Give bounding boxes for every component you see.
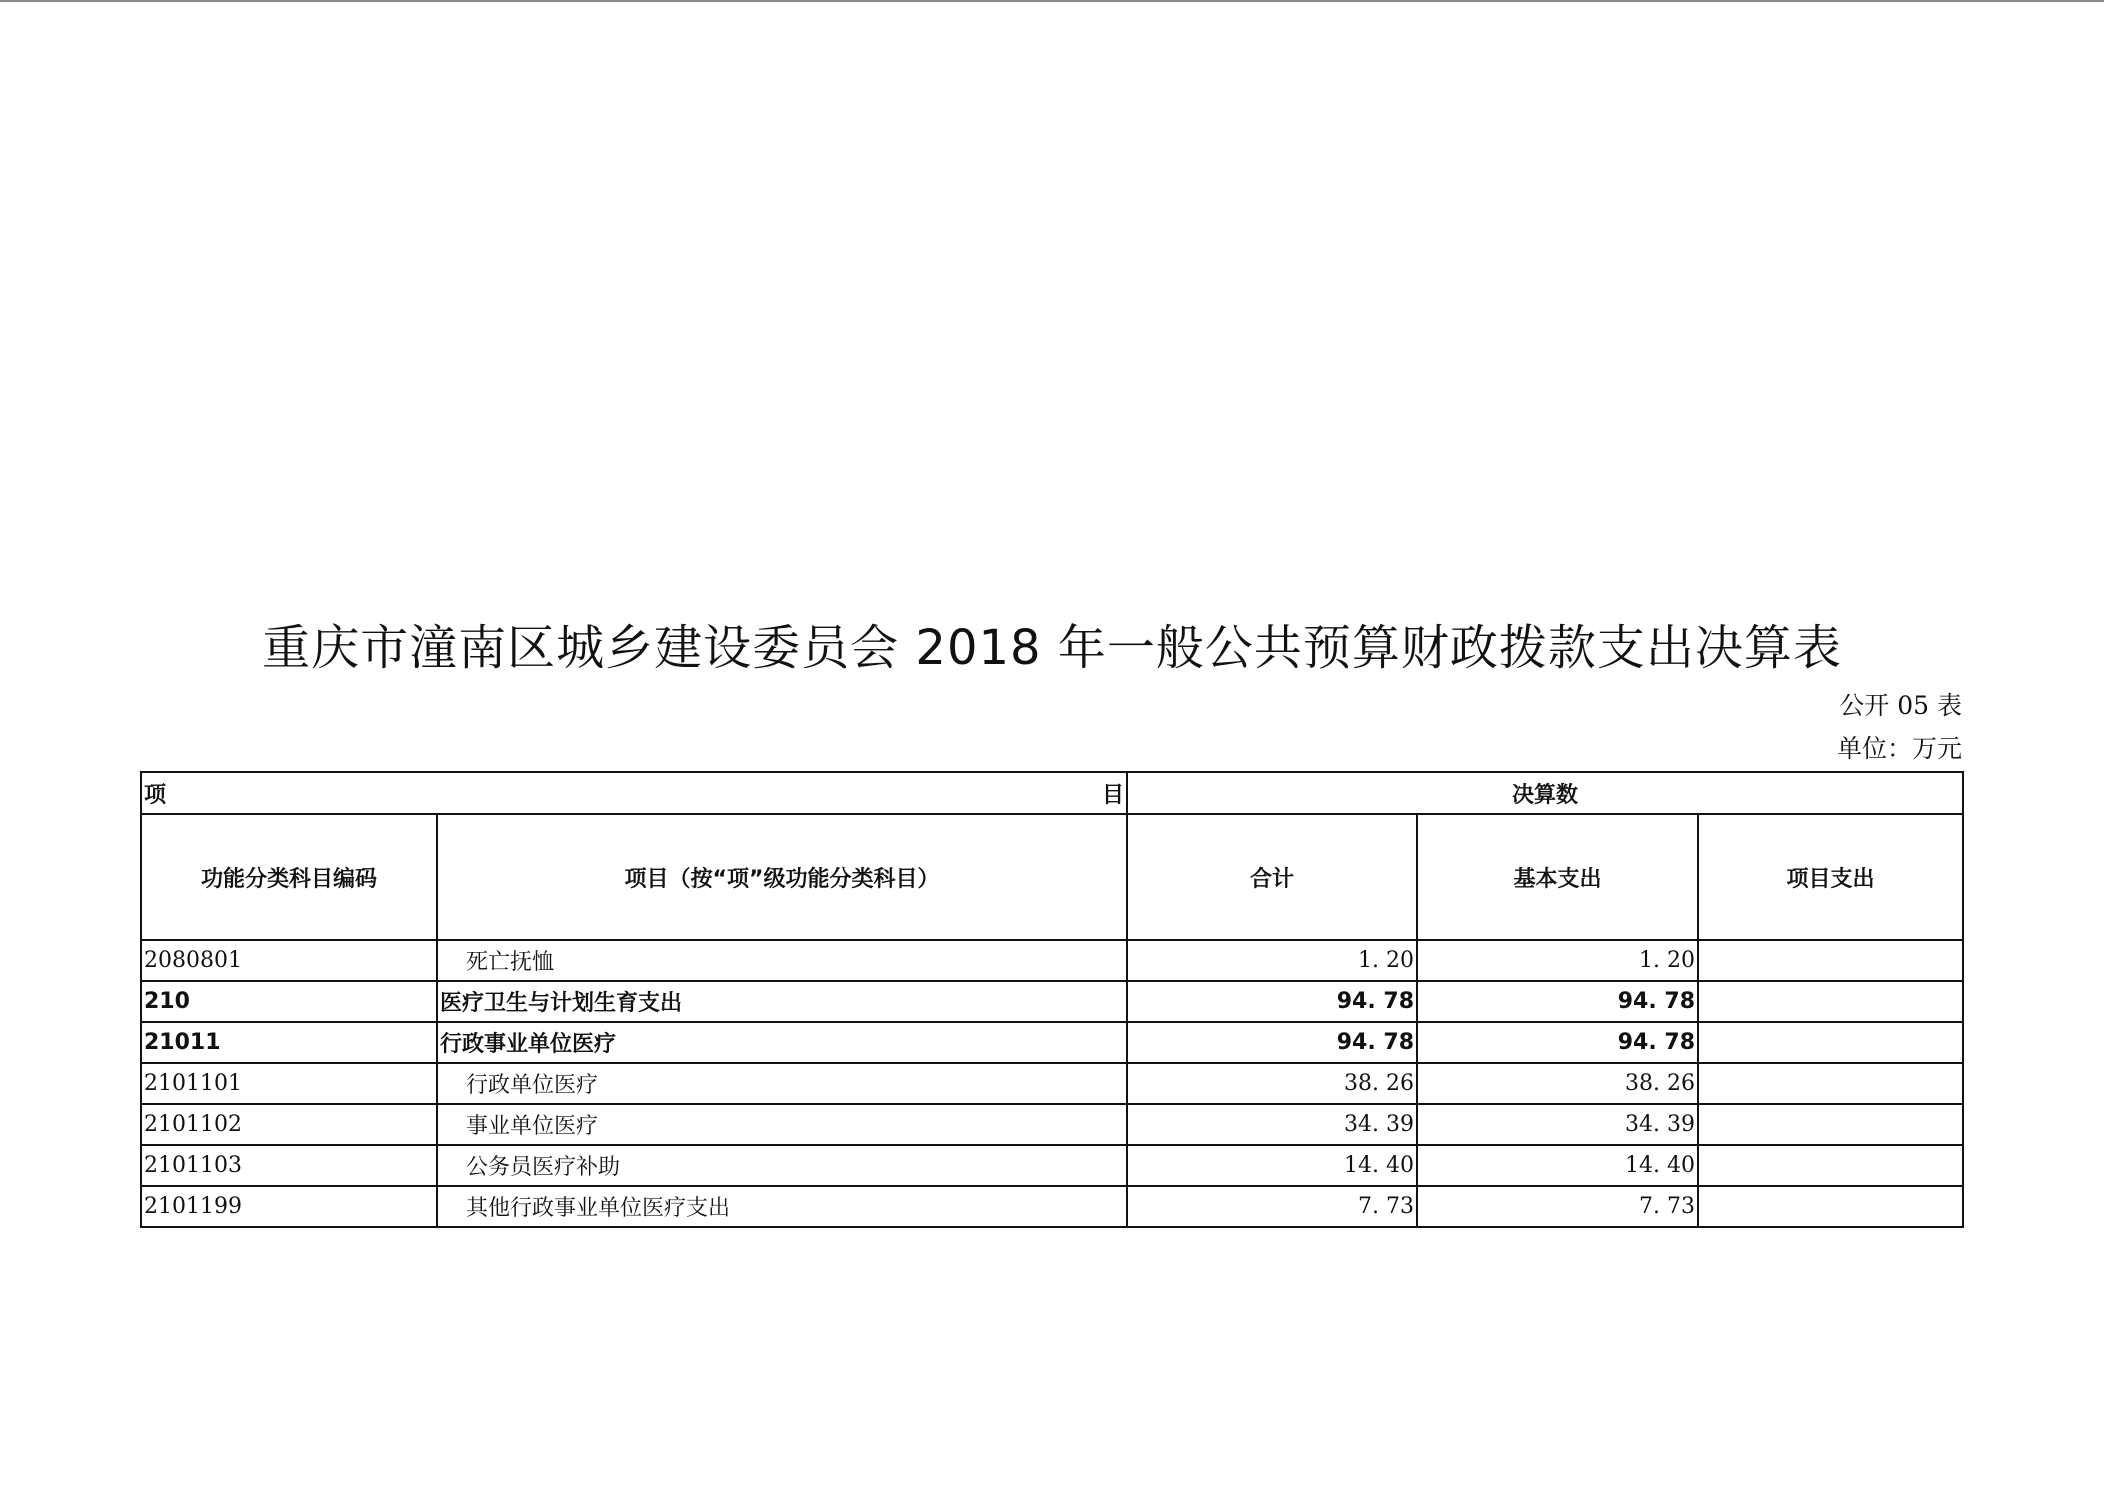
table-row: [141, 981, 1963, 1022]
row-basic: 34. 39: [1417, 1104, 1698, 1145]
row-total: 38. 26: [1127, 1063, 1417, 1104]
row-name: 其他行政事业单位医疗支出: [437, 1186, 1127, 1227]
unit-label: 单位：万元: [1836, 734, 1962, 763]
row-total: 1. 20: [1127, 940, 1417, 981]
row-basic: 94. 78: [1417, 1022, 1698, 1063]
row-code: 2080801: [141, 940, 437, 981]
row-code: 210: [141, 981, 437, 1022]
form-code-label: 公开 05 表: [1839, 691, 1962, 720]
row-total: 94. 78: [1127, 1022, 1417, 1063]
row-total: 94. 78: [1127, 981, 1417, 1022]
header-code: 功能分类科目编码: [141, 814, 437, 940]
row-project: [1698, 1104, 1963, 1145]
row-basic: 7. 73: [1417, 1186, 1698, 1227]
row-name: 公务员医疗补助: [437, 1145, 1127, 1186]
row-project: [1698, 1063, 1963, 1104]
table-row: [141, 1022, 1963, 1063]
table-row: [141, 1186, 1963, 1227]
row-code: 2101199: [141, 1186, 437, 1227]
row-project: [1698, 1145, 1963, 1186]
settlement-group-header: 决算数: [1127, 772, 1963, 814]
row-basic: 1. 20: [1417, 940, 1698, 981]
expenditure-table: [140, 771, 1964, 1228]
row-basic: 94. 78: [1417, 981, 1698, 1022]
item-group-header: [141, 772, 1127, 814]
table-header-row: [141, 814, 1963, 940]
row-total: 14. 40: [1127, 1145, 1417, 1186]
row-project: [1698, 1022, 1963, 1063]
table-row: [141, 1145, 1963, 1186]
table-row: [141, 940, 1963, 981]
table-row: [141, 1104, 1963, 1145]
row-name: 死亡抚恤: [437, 940, 1127, 981]
row-basic: 38. 26: [1417, 1063, 1698, 1104]
row-project: [1698, 981, 1963, 1022]
table-row: [141, 1063, 1963, 1104]
row-code: 21011: [141, 1022, 437, 1063]
table-header-group-row: [141, 772, 1963, 814]
row-name: 行政单位医疗: [437, 1063, 1127, 1104]
header-total: 合计: [1127, 814, 1417, 940]
item-group-header-left: 项: [144, 782, 167, 808]
row-project: [1698, 940, 1963, 981]
row-code: 2101101: [141, 1063, 437, 1104]
page-title: 重庆市潼南区城乡建设委员会 2018 年一般公共预算财政拨款支出决算表: [262, 620, 1842, 676]
row-code: 2101102: [141, 1104, 437, 1145]
row-code: 2101103: [141, 1145, 437, 1186]
row-name: 事业单位医疗: [437, 1104, 1127, 1145]
header-project-expenditure: 项目支出: [1698, 814, 1963, 940]
row-total: 7. 73: [1127, 1186, 1417, 1227]
row-basic: 14. 40: [1417, 1145, 1698, 1186]
top-border-line: [0, 0, 2104, 2]
row-project: [1698, 1186, 1963, 1227]
row-total: 34. 39: [1127, 1104, 1417, 1145]
row-name: 行政事业单位医疗: [437, 1022, 1127, 1063]
header-basic-expenditure: 基本支出: [1417, 814, 1698, 940]
item-group-header-right: 目: [1101, 782, 1124, 808]
row-name: 医疗卫生与计划生育支出: [437, 981, 1127, 1022]
header-item-name: 项目（按“项”级功能分类科目）: [437, 814, 1127, 940]
